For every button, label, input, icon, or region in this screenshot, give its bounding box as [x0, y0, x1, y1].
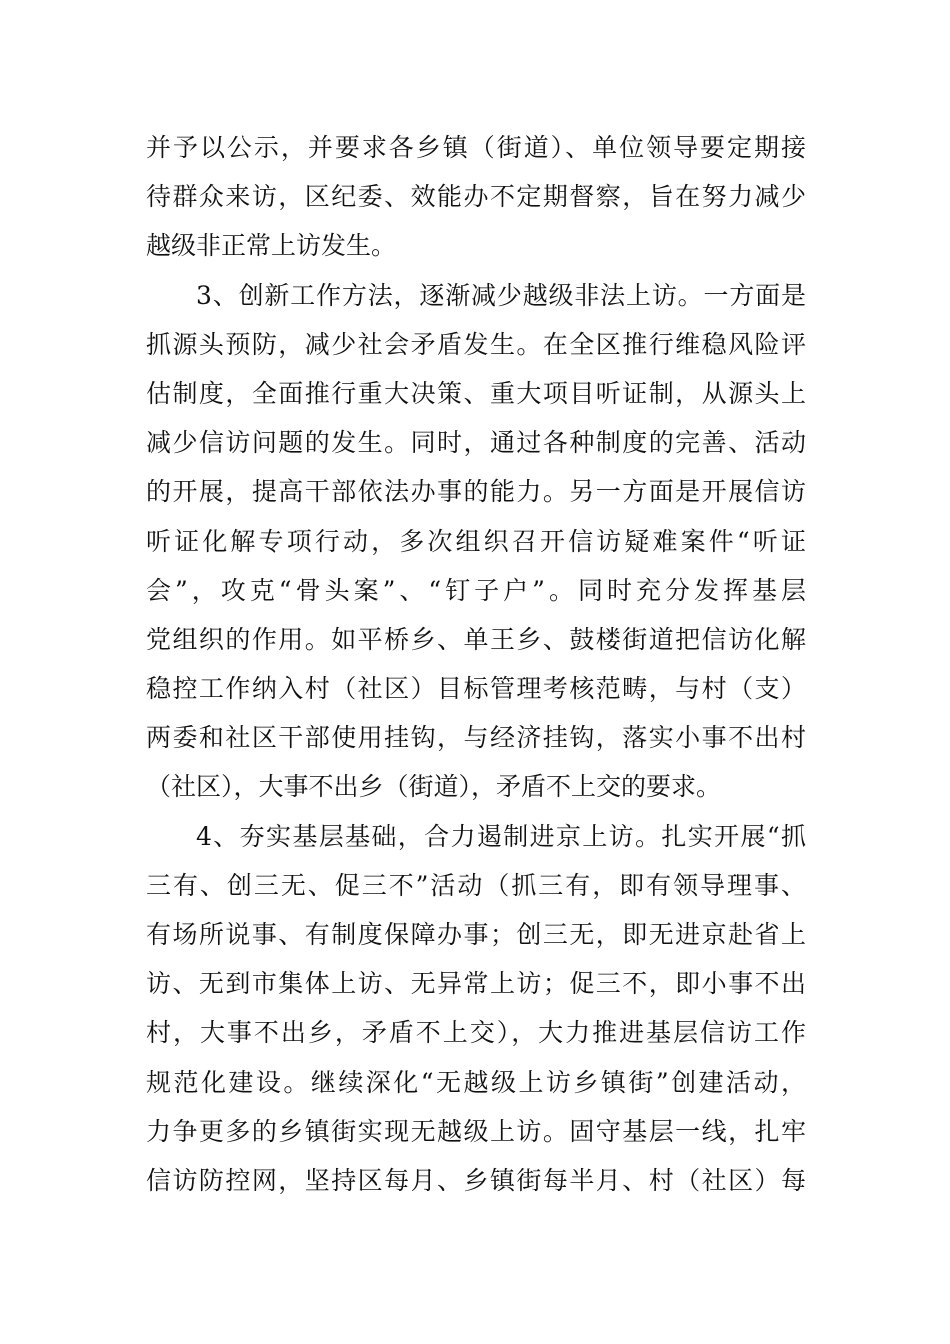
text-line: 三有、创三无、促三不”活动（抓三有，即有领导理事、 [146, 870, 806, 900]
text-line: 稳控工作纳入村（社区）目标管理考核范畴，与村（支） [146, 674, 806, 704]
text-line: 听证化解专项行动，多次组织召开信访疑难案件“听证 [146, 526, 806, 556]
text-line: 减少信访问题的发生。同时，通过各种制度的完善、活动 [146, 428, 806, 458]
text-line: 党组织的作用。如平桥乡、单王乡、鼓楼街道把信访化解 [146, 624, 806, 654]
text-line: 村，大事不出乡，矛盾不上交），大力推进基层信访工作 [146, 1018, 806, 1048]
body-text [146, 123, 806, 1205]
text-line: 信访防控网，坚持区每月、乡镇街每半月、村（社区）每 [146, 1165, 806, 1195]
text-line: 4、夯实基层基础，合力遏制进京上访。扎实开展“抓 [196, 821, 806, 851]
text-line: 规范化建设。继续深化“无越级上访乡镇街”创建活动， [146, 1067, 806, 1097]
text-line: 会”，攻克“骨头案”、“钉子户”。同时充分发挥基层 [146, 575, 806, 605]
text-line: 有场所说事、有制度保障办事；创三无，即无进京赴省上 [146, 920, 806, 949]
text-line: 力争更多的乡镇街实现无越级上访。固守基层一线，扎牢 [146, 1116, 806, 1146]
text-line: 抓源头预防，减少社会矛盾发生。在全区推行维稳风险评 [146, 329, 806, 359]
text-line: 越级非正常上访发生。 [146, 231, 397, 261]
text-line: 3、创新工作方法，逐渐减少越级非法上访。一方面是 [196, 280, 806, 310]
text-line: 估制度，全面推行重大决策、重大项目听证制，从源头上 [146, 378, 806, 408]
text-line: 的开展，提高干部依法办事的能力。另一方面是开展信访 [146, 477, 806, 507]
text-line: 并予以公示，并要求各乡镇（街道）、单位领导要定期接 [146, 133, 806, 162]
text-line: 两委和社区干部使用挂钩，与经济挂钩，落实小事不出村 [146, 723, 806, 753]
text-line: （社区），大事不出乡（街道），矛盾不上交的要求。 [146, 772, 722, 802]
text-line: 待群众来访，区纪委、效能办不定期督察，旨在努力减少 [146, 182, 806, 212]
text-line: 访、无到市集体上访、无异常上访；促三不，即小事不出 [146, 969, 806, 999]
